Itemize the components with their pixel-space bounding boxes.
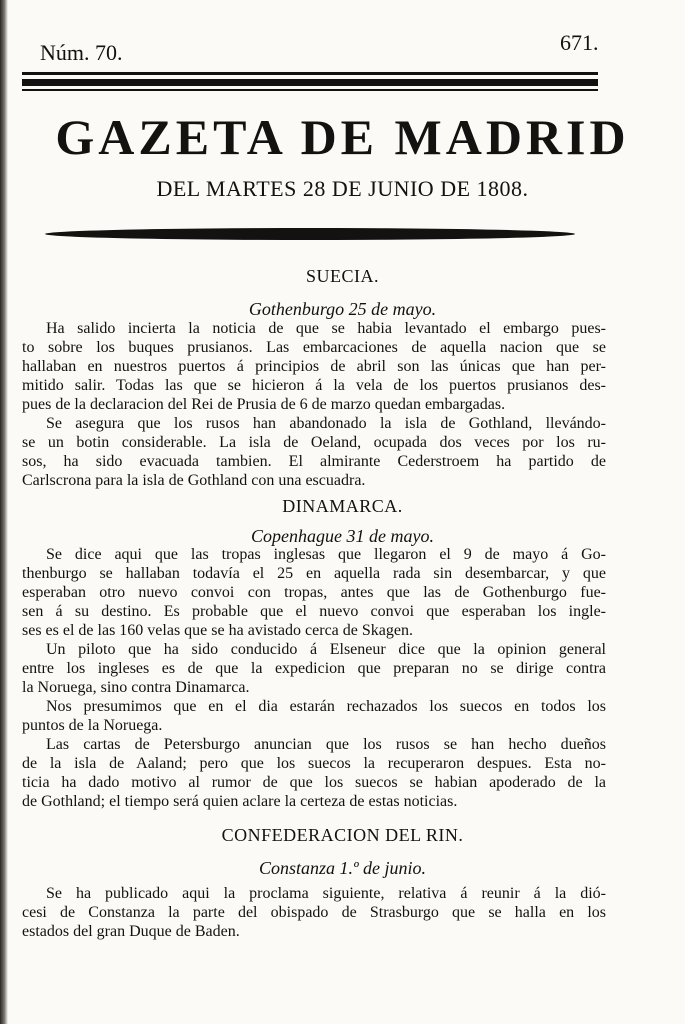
text-line: sos, ha sido evacuada tambien. El almirante Cederstroem ha partido de: [22, 453, 606, 470]
text-line: ses es el de las 160 velas que se ha avistado cerca de Skagen.: [22, 622, 413, 639]
issue-dateline: DEL MARTES 28 DE JUNIO DE 1808.: [156, 176, 529, 201]
text-line: thenburgo se hallaban todavía el 25 en aquella rada sin desembarcar, y que: [22, 565, 606, 582]
article-paragraph: [22, 319, 606, 414]
section-place-date-dinamarca: Copenhague 31 de mayo.: [251, 526, 434, 546]
text-line: de Gothland; el tiempo será quien aclare la certeza de estas noticias.: [22, 793, 458, 810]
section-heading-dinamarca: DINAMARCA.: [282, 496, 403, 516]
text-line: estados del gran Duque de Baden.: [22, 923, 240, 940]
text-line: esperaban otro nuevo convoi con tropas, antes que las de Gothenburgo fue-: [22, 584, 606, 601]
text-line: se un botin considerable. La isla de Oeland, ocupada dos veces por los ru-: [22, 434, 606, 451]
text-line: de la isla de Aaland; pero que los suecos la recuperaron despues. Esta no-: [22, 755, 606, 772]
text-line: ticia ha dado motivo al rumor de que los suecos se habian apoderado de la: [22, 774, 606, 791]
text-line: entre los ingleses es de que la expedicion que preparan no se dirige contra: [22, 660, 606, 677]
masthead-divider-rule: [45, 228, 575, 240]
section-place-date-suecia: Gothenburgo 25 de mayo.: [248, 299, 437, 319]
article-paragraph: [22, 640, 606, 697]
text-line: mitido salir. Todas las que se hicieron á la vela de los puertos prusianos des-: [22, 377, 606, 394]
article-paragraph: [22, 414, 606, 490]
section-heading-confederacion: CONFEDERACION DEL RIN.: [221, 825, 464, 845]
text-line: Ha salido incierta la noticia de que se habia levantado el embargo pues-: [46, 320, 606, 337]
masthead-top-rules: [22, 72, 598, 91]
article-paragraph: [22, 545, 606, 640]
page-number: 671.: [560, 30, 599, 55]
article-paragraph: [22, 884, 606, 941]
text-line: Un piloto que ha sido conducido á Elseneur dice que la opinion general: [46, 641, 606, 658]
article-paragraph: [22, 697, 606, 735]
text-line: puntos de la Noruega.: [22, 717, 163, 734]
text-line: pues de la declaracion del Rei de Prusia de 6 de marzo quedan embargadas.: [22, 396, 506, 413]
text-line: la Noruega, sino contra Dinamarca.: [22, 679, 250, 696]
text-line: Carlscrona para la isla de Gothland con una escuadra.: [22, 472, 366, 489]
issue-number: Núm. 70.: [40, 40, 123, 65]
text-line: to sobre los buques prusianos. Las embarcaciones de aquella nacion que se: [22, 339, 606, 356]
text-line: cesi de Constanza la parte del obispado de Strasburgo que se halla en los: [22, 904, 606, 921]
text-line: sen á su destino. Es probable que el nuevo convoi que esperaban los ingle-: [22, 603, 606, 620]
text-line: Las cartas de Petersburgo anuncian que los rusos se han hecho dueños: [46, 736, 606, 753]
masthead-title: GAZETA DE MADRID: [55, 109, 630, 165]
section-heading-suecia: SUECIA.: [305, 266, 379, 286]
text-line: hallaban en nuestros puertos á principios de abril son las únicas que han per-: [22, 358, 606, 375]
text-line: Se dice aqui que las tropas inglesas que llegaron el 9 de mayo á Go-: [46, 546, 606, 563]
section-place-date-confederacion: Constanza 1.º de junio.: [258, 858, 427, 878]
text-line: Se ha publicado aqui la proclama siguiente, relativa á reunir á la dió-: [46, 885, 606, 902]
article-paragraph: [22, 735, 606, 811]
text-line: Se asegura que los rusos han abandonado la isla de Gothland, llevándo-: [46, 415, 606, 432]
text-line: Nos presumimos que en el dia estarán rechazados los suecos en todos los: [46, 698, 606, 715]
